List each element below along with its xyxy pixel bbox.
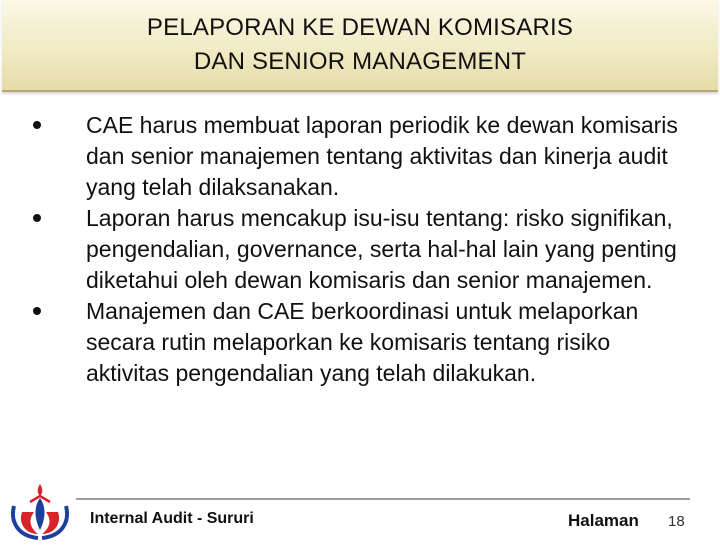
page-number: 18 <box>668 513 685 530</box>
footer-author: Internal Audit - Sururi <box>90 510 254 527</box>
bullet-item <box>0 296 686 389</box>
bullet-dot-icon <box>33 121 41 129</box>
bullet-dot-icon <box>33 214 41 222</box>
footer-page-label: Halaman <box>568 511 639 530</box>
bullet-text: Manajemen dan CAE berkoordinasi untuk melaporkan secara rutin melaporkan ke komisaris tentang risiko aktivitas pengendalian yang telah dilakukan. <box>86 298 639 386</box>
bullet-text: CAE harus membuat laporan periodik ke dewan komisaris dan senior manajemen tentang aktivitas dan kinerja audit yang telah dilaksanakan. <box>86 112 678 200</box>
bullet-item <box>0 203 686 296</box>
university-logo-icon <box>8 482 72 540</box>
slide-title-line-2: DAN SENIOR MANAGEMENT <box>193 48 527 75</box>
bullet-text: Laporan harus mencakup isu-isu tentang: risko signifikan, pengendalian, governance, serta hal-hal lain yang penting diketahui oleh dewan komisaris dan senior manajemen. <box>86 205 677 293</box>
footer-divider <box>76 498 690 500</box>
slide-title <box>2 0 718 92</box>
bullet-item <box>0 110 686 203</box>
slide-title-line-1: PELAPORAN KE DEWAN KOMISARIS <box>146 14 574 41</box>
bullet-dot-icon <box>33 307 41 315</box>
bullet-list <box>0 110 720 389</box>
